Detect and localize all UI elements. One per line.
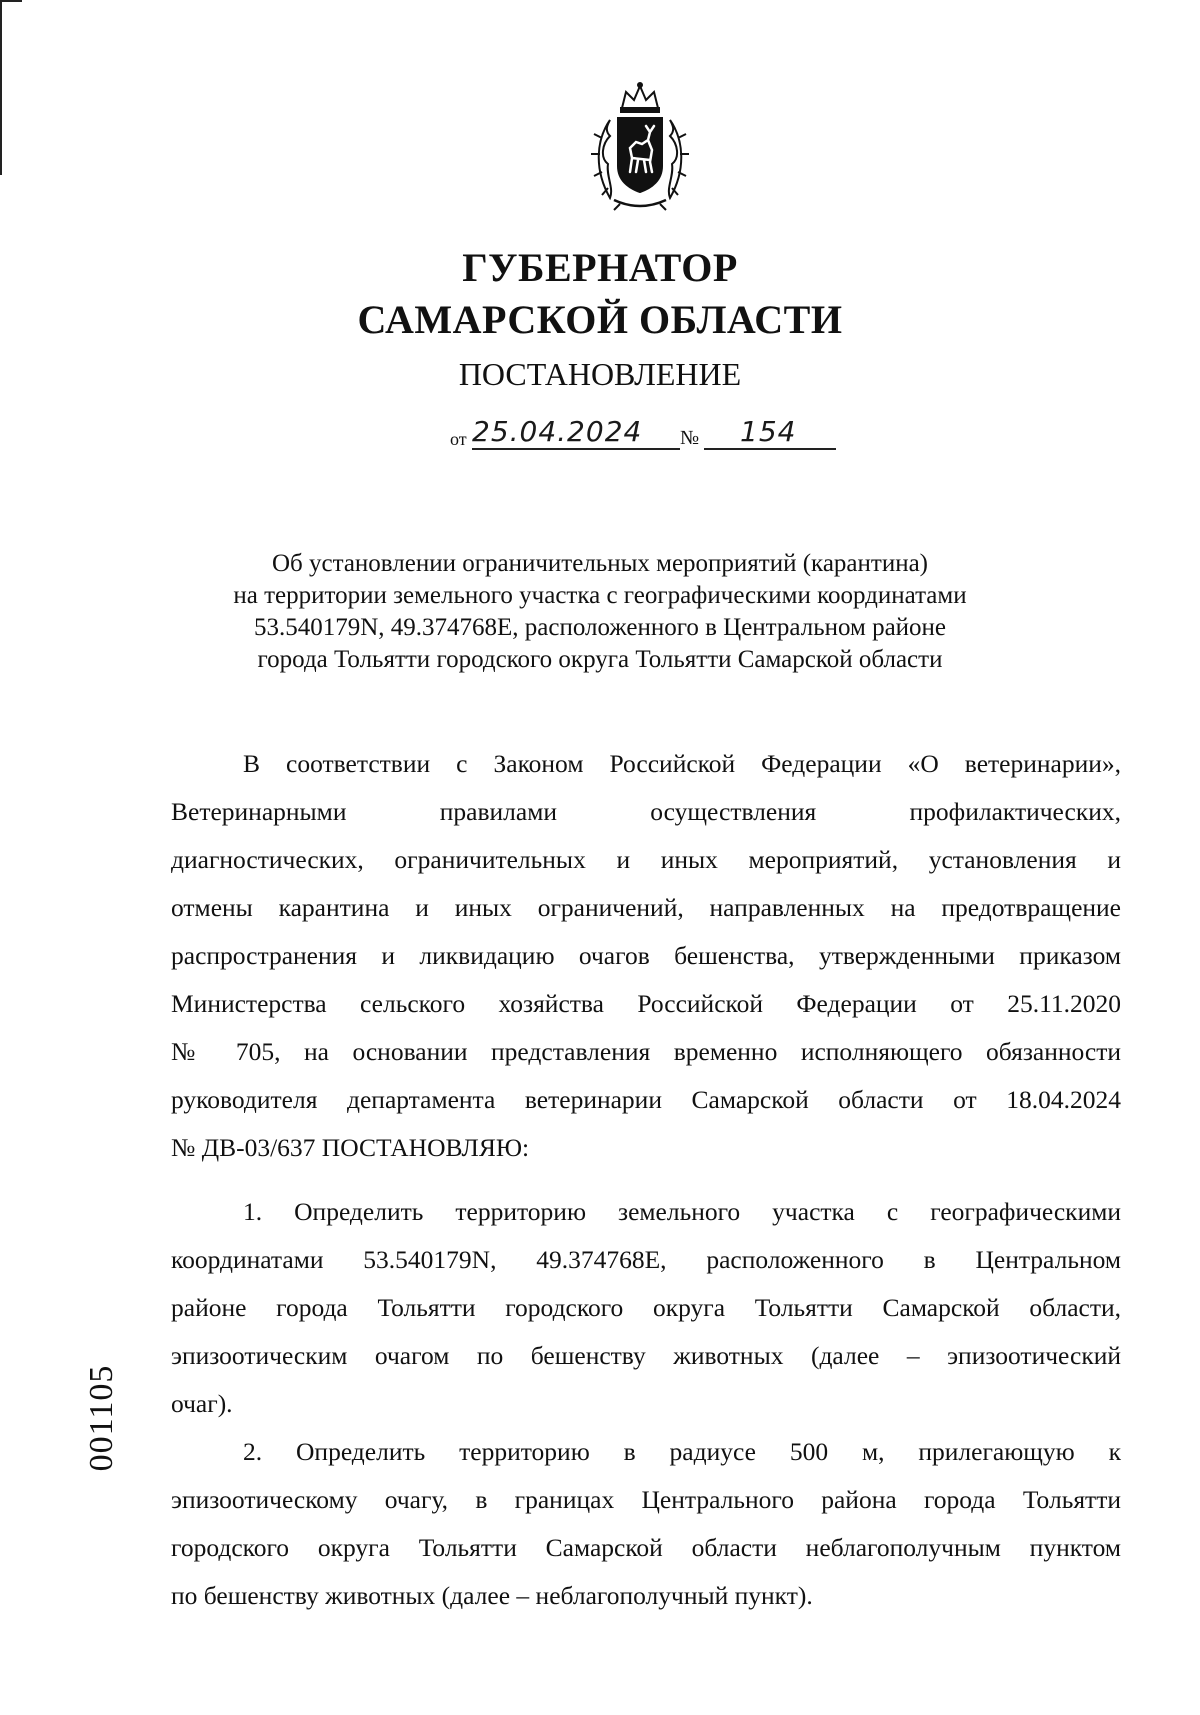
paragraph-line: Министерства сельского хозяйства Российской Федерации от 25.11.2020 xyxy=(171,989,1121,1018)
number-underline xyxy=(704,448,836,450)
paragraph-line: городского округа Тольятти Самарской области неблагополучным пунктом xyxy=(171,1533,1121,1562)
heading-line: города Тольятти городского округа Тольятти Самарской области xyxy=(257,646,943,673)
paragraph-line: 1. Определить территорию земельного участка с географическими xyxy=(243,1197,1121,1226)
clause-1-paragraph xyxy=(171,1188,1121,1428)
paragraph-line: В соответствии с Законом Российской Федерации «О ветеринарии», xyxy=(243,749,1121,778)
paragraph-line: эпизоотическим очагом по бешенству животных (далее – эпизоотический xyxy=(171,1341,1121,1370)
document-heading xyxy=(150,548,1050,676)
number-prefix: № xyxy=(680,427,700,449)
paragraph-line: распространения и ликвидацию очагов бешенства, утвержденными приказом xyxy=(171,941,1121,970)
paragraph-line: диагностических, ограничительных и иных мероприятий, установления и xyxy=(171,845,1121,874)
heading-line: Об установлении ограничительных мероприятий (карантина) xyxy=(271,550,929,577)
handwritten-number: 154 xyxy=(740,415,797,448)
preamble-paragraph xyxy=(171,740,1121,1172)
date-number-line xyxy=(450,415,850,455)
paragraph-line: координатами 53.540179N, 49.374768E, расположенного в Центральном xyxy=(171,1245,1121,1274)
heading-line: 53.540179N, 49.374768E, расположенного в Центральном районе xyxy=(253,614,947,641)
scan-edge-mark xyxy=(0,0,22,2)
paragraph-line: 2. Определить территорию в радиусе 500 м, прилегающую к xyxy=(243,1437,1121,1466)
paragraph-line: № ДВ-03/637 ПОСТАНОВЛЯЮ: xyxy=(171,1133,530,1162)
clause-2-paragraph xyxy=(171,1428,1121,1620)
samara-coat-of-arms-icon xyxy=(580,80,700,214)
heading-line: на территории земельного участка с географическими координатами xyxy=(233,582,967,609)
registration-stamp-number: 001105 xyxy=(83,1364,120,1472)
paragraph-line: отмены карантина и иных ограничений, направленных на предотвращение xyxy=(171,893,1121,922)
scan-edge-line xyxy=(0,0,2,175)
document-type: ПОСТАНОВЛЕНИЕ xyxy=(458,356,742,392)
date-prefix: от xyxy=(450,429,467,449)
authority-title-line2: САМАРСКОЙ ОБЛАСТИ xyxy=(357,297,843,342)
paragraph-line: очаг). xyxy=(171,1389,233,1418)
paragraph-line: районе города Тольятти городского округа Тольятти Самарской области, xyxy=(171,1293,1121,1322)
date-underline xyxy=(472,448,680,450)
handwritten-date: 25.04.2024 xyxy=(472,415,643,448)
authority-title-line1: ГУБЕРНАТОР xyxy=(462,245,738,290)
paragraph-line: руководителя департамента ветеринарии Самарской области от 18.04.2024 xyxy=(171,1085,1121,1114)
paragraph-line: № 705, на основании представления временно исполняющего обязанности xyxy=(171,1037,1121,1066)
paragraph-line: по бешенству животных (далее – неблагополучный пункт). xyxy=(171,1581,813,1610)
paragraph-line: эпизоотическому очагу, в границах Центрального района города Тольятти xyxy=(171,1485,1121,1514)
paragraph-line: Ветеринарными правилами осуществления профилактических, xyxy=(171,797,1121,826)
